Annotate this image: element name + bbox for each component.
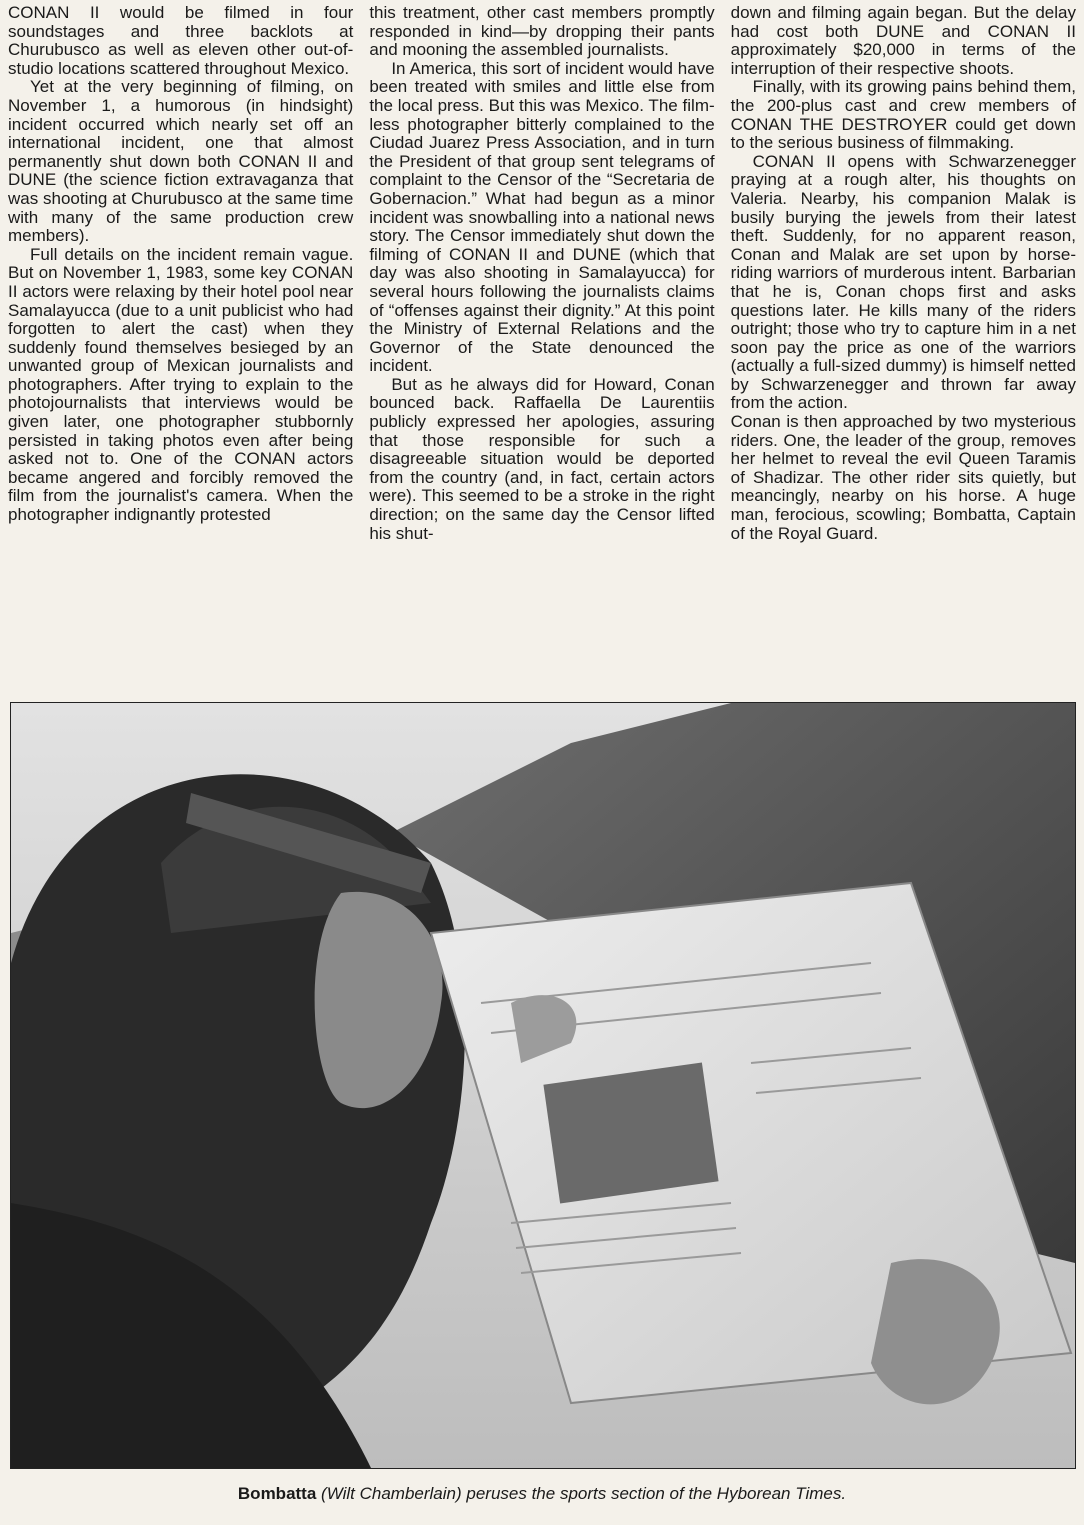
caption-text: peruses the sports section of the Hyborean Times. — [461, 1484, 847, 1503]
paragraph: down and filming again began. But the delay had cost both DUNE and CONAN II approximately $20,000 in terms of the interruption of their respective shoots. — [730, 3, 1076, 78]
caption-actor: (Wilt Chamberlain) — [321, 1484, 462, 1503]
column-3 — [731, 4, 1076, 684]
paragraph: In America, this sort of incident would have been treated with smiles and little else from the local press. But this was Mexico. The film-less photographer bitterly complained to the Ciudad Juarez Press Association, and in turn the President of that group sent telegrams of complaint to the Censor of the “Secretaria de Gobernacion.” What had begun as a minor incident was snowballing into a national news story. The Censor immediately shut down the filming of CONAN II and DUNE (which that day was also shooting in Samalayucca) for several hours following the journalists claims of “offenses against their dignity.” At this point the Ministry of External Relations and the Governor of the State denounced the incident. — [369, 58, 715, 376]
paragraph: this treatment, other cast members promptly responded in kind—by dropping their pants and mooning the assembled journalists. — [369, 3, 715, 60]
paragraph: CONAN II opens with Schwarzenegger praying at a rough alter, his thoughts on Valeria. Nearby, his companion Malak is busily burying the jewels from their latest theft. Suddenly, for no apparent reason, Conan and Malak are set upon by horse-riding warriors of murderous intent. Barbarian that he is, Conan chops first and asks questions later. He kills many of the riders outright; those who try to capture him in a net soon pay the price as one of the warriors (actually a full-sized dummy) is himself netted by Schwarzenegger and thrown far away from the action. — [730, 151, 1076, 413]
paragraph: CONAN II would be filmed in four soundstages and three backlots at Churubusco as well as eleven other out-of-studio locations scattered throughout Mexico. — [8, 3, 354, 78]
paragraph: Conan is then approached by two mysterious riders. One, the leader of the group, removes her helmet to reveal the evil Queen Taramis of Shadizar. The other rider sits quietly, but meancingly, nearby on his horse. A huge man, ferocious, scowling; Bombatta, Captain of the Royal Guard. — [730, 412, 1076, 543]
column-2 — [369, 4, 714, 684]
paragraph: Finally, with its growing pains behind them, the 200-plus cast and crew members of CONAN THE DESTROYER could get down to the serious business of filmmaking. — [730, 77, 1076, 153]
photo-bombatta — [10, 702, 1076, 1469]
paragraph: Full details on the incident remain vague. But on November 1, 1983, some key CONAN II actors were relaxing by their hotel pool near Samalayucca (due to a unit publicist who had forgotten to alert the cast) when they suddenly found themselves besieged by an unwanted group of Mexican journalists and photographers. After trying to explain to the photojournalists that interviews would be given later, one photographer stubbornly persisted in taking photos even after being asked not to. One of the CONAN actors became angered and forcibly removed the film from the journalist's camera. When the photographer indignantly protested — [8, 244, 354, 525]
column-1 — [8, 4, 353, 684]
paragraph: But as he always did for Howard, Conan bounced back. Raffaella De Laurentiis publicly expressed her apologies, assuring that those responsible for such a disagreeable situation would be deported from the country (and, in fact, certain actors were). This seemed to be a stroke in the right direction; on the same day the Censor lifted his shut- — [369, 374, 715, 543]
caption-name: Bombatta — [237, 1484, 317, 1503]
article-body — [8, 4, 1076, 684]
photo-illustration — [11, 703, 1075, 1468]
photo-caption — [0, 1482, 1084, 1506]
paragraph: Yet at the very beginning of filming, on November 1, a humorous (in hindsight) incident occurred which nearly set off an international incident, one that almost permanently shut down both CONAN II and DUNE (the science fiction extravaganza that was shooting at Churubusco at the same time with many of the same production crew members). — [8, 77, 354, 246]
